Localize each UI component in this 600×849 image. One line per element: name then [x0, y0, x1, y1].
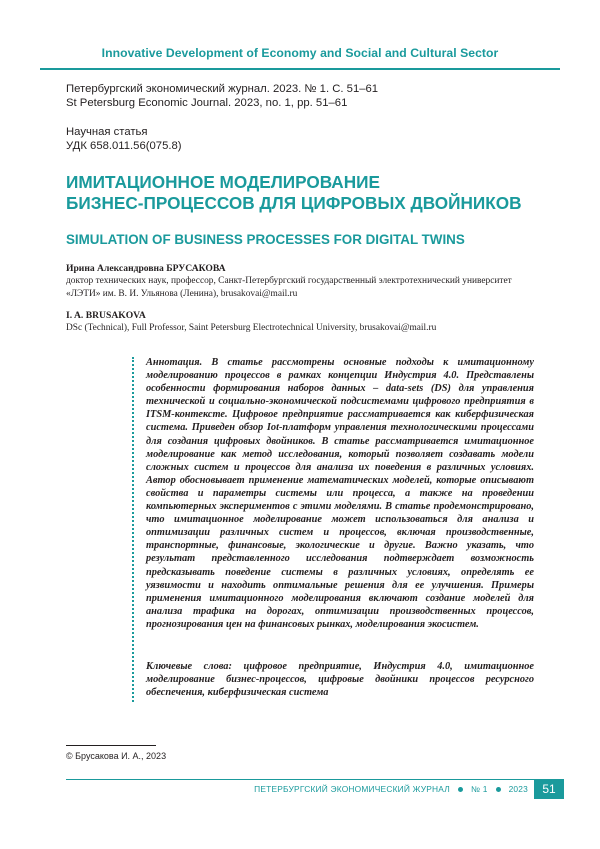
footer-dot-icon	[458, 787, 463, 792]
copyright-notice: © Брусакова И. А., 2023	[66, 751, 167, 761]
header-divider	[40, 68, 560, 70]
abstract-text: Аннотация. В статье рассмотрены основные подходы к имитационному моделированию процессов в рамках концепции Индустрия 4.0. Представлены особенности формирования наборов данных – data-sets (DS) для управления технической и социально-экономической подсистемами цифрового предприятия в ITSM-контексте. Цифровое предприятие рассматривается как киберфизическая система. Приведен обзор Iot-платформ управления технологическими процессами для создания цифровых двойников. В статье рассматривается имитационное моделирование как метод исследования, который позволяет создавать модели сложных систем и процессов для анализа их поведения в различных условиях. Автор обосновывает применение математических моделей, которые описывают свойства и параметры системы или процесса, а также на проведении компьютерных экспериментов с этими моделями. В статье продемонстрировано, что имитационное моделирование может использоваться для анализа и оптимизации различных систем и процессов, включая производственные, транспортные, финансовые, экологические и другие. Важно указать, что результат представленного исследования подтверждает возможность предсказывать поведение системы в различных условиях, определять ее уязвимости и находить оптимальные решения для ее улучшения. Примеры применения имитационного моделирования включают создание моделей для анализа трафика на дорогах, оптимизации производственных процессов, прогнозирования цен на финансовых рынках, моделирования экосистем.	[146, 357, 534, 630]
author-name-en: I. A. BRUSAKOVA	[66, 310, 146, 321]
author-affiliation-ru: доктор технических наук, профессор, Санкт-Петербургский государственный электротехнический университет «ЛЭТИ» им. В. И. Ульянова (Ленина), brusakovai@mail.ru	[66, 276, 512, 299]
abstract-dotted-rule	[132, 357, 134, 702]
journal-header-title: Innovative Development of Economy and Social and Cultural Sector	[101, 46, 499, 60]
article-type: Научная статья	[66, 126, 148, 138]
page-footer	[254, 782, 528, 796]
article-title-en: SIMULATION OF BUSINESS PROCESSES FOR DIGITAL TWINS	[66, 232, 465, 247]
author-affiliation-en: DSc (Technical), Full Professor, Saint Petersburg Electrotechnical University, brusakovai@mail.ru	[66, 323, 437, 333]
footnote-divider	[66, 745, 156, 746]
citation-en: St Petersburg Economic Journal. 2023, no. 1, pp. 51–61	[66, 97, 348, 109]
page-number: 51	[534, 779, 564, 799]
citation-ru: Петербургский экономический журнал. 2023. № 1. С. 51–61	[66, 83, 379, 95]
footer-journal-name: ПЕТЕРБУРГСКИЙ ЭКОНОМИЧЕСКИЙ ЖУРНАЛ	[254, 784, 450, 794]
article-title-ru: ИМИТАЦИОННОЕ МОДЕЛИРОВАНИЕ БИЗНЕС-ПРОЦЕССОВ ДЛЯ ЦИФРОВЫХ ДВОЙНИКОВ	[66, 172, 522, 213]
keywords-text: Ключевые слова: цифровое предприятие, Индустрия 4.0, имитационное моделирование бизнес-процессов, цифровые двойники процессов ресурсного обеспечения, киберфизическая система	[146, 661, 534, 699]
footer-dot-icon	[496, 787, 501, 792]
footer-year: 2023	[508, 784, 528, 794]
footer-divider	[66, 779, 534, 780]
udc-code: УДК 658.011.56(075.8)	[66, 140, 182, 152]
footer-issue: № 1	[470, 784, 488, 794]
author-name-ru: Ирина Александровна БРУСАКОВА	[66, 263, 226, 274]
